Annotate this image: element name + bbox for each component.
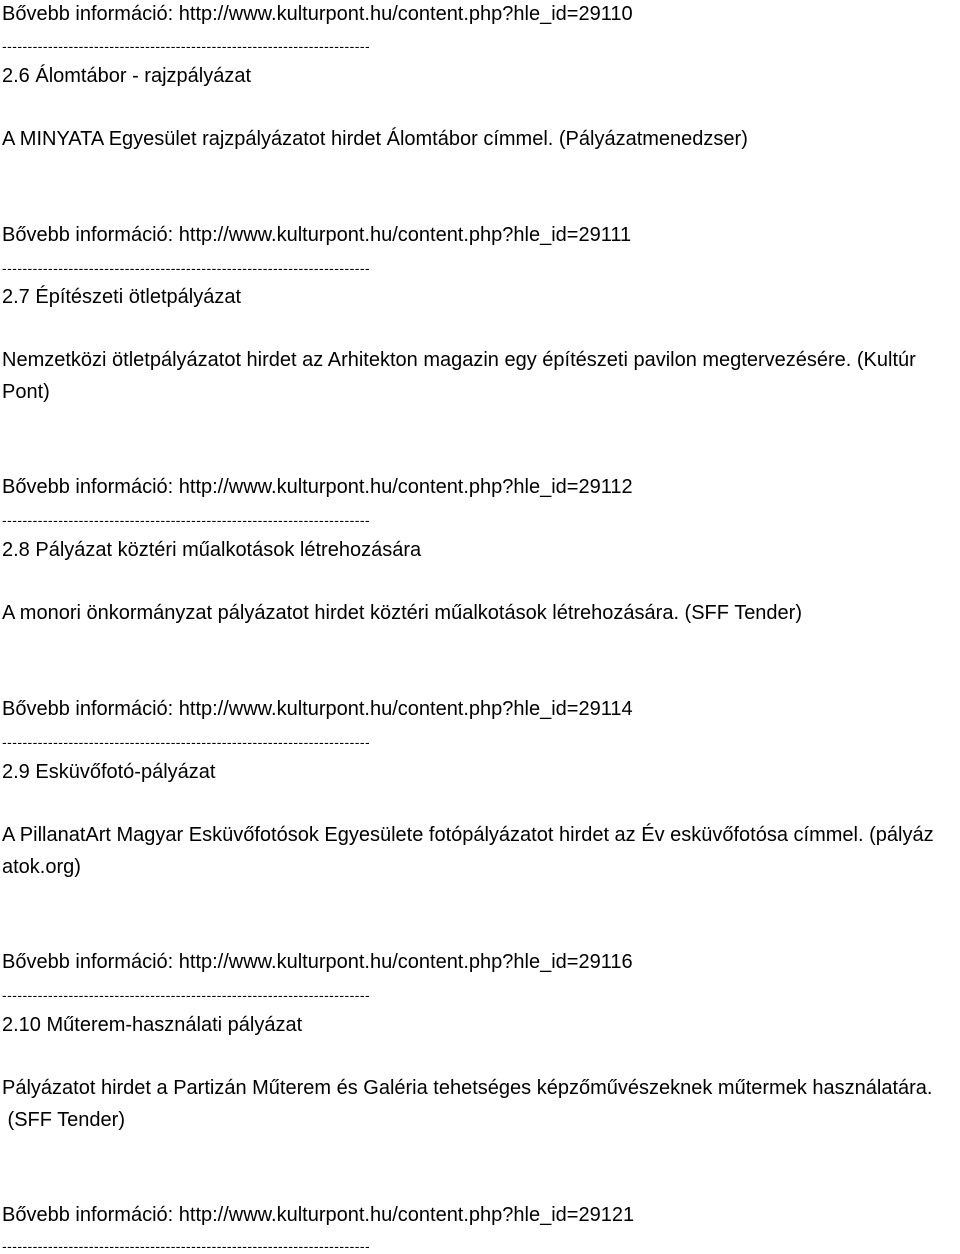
section-description: Pályázatot hirdet a Partizán Műterem és Galéria tehetséges képzőművészeknek műtermek használatára. bbox=[2, 1077, 933, 1099]
more-info-link[interactable]: Bővebb információ: http://www.kulturpont.hu/content.php?hle_id=29116 bbox=[2, 951, 633, 973]
section-title: 2.9 Esküvőfotó-pályázat bbox=[2, 761, 216, 783]
section-title: 2.10 Műterem-használati pályázat bbox=[2, 1014, 303, 1036]
more-info-link[interactable]: Bővebb információ: http://www.kulturpont.hu/content.php?hle_id=29112 bbox=[2, 476, 633, 498]
section-description: atok.org) bbox=[2, 856, 81, 878]
more-info-link[interactable]: Bővebb információ: http://www.kulturpont.hu/content.php?hle_id=29110 bbox=[2, 3, 633, 25]
section-description: Nemzetközi ötletpályázatot hirdet az Arhitekton magazin egy építészeti pavilon megtervezésére. (Kultúr bbox=[2, 349, 916, 371]
separator: ------------------------------------------------------------------------ bbox=[2, 987, 371, 1003]
section-title: 2.7 Építészeti ötletpályázat bbox=[2, 286, 242, 308]
more-info-link[interactable]: Bővebb információ: http://www.kulturpont.hu/content.php?hle_id=29121 bbox=[2, 1204, 635, 1226]
more-info-link[interactable]: Bővebb információ: http://www.kulturpont.hu/content.php?hle_id=29111 bbox=[2, 224, 632, 246]
section-description: A MINYATA Egyesület rajzpályázatot hirdet Álomtábor címmel. (Pályázatmenedzser) bbox=[2, 128, 748, 150]
more-info-link[interactable]: Bővebb információ: http://www.kulturpont.hu/content.php?hle_id=29114 bbox=[2, 698, 633, 720]
section-title: 2.8 Pályázat köztéri műalkotások létrehozására bbox=[2, 539, 422, 561]
section-description: A PillanatArt Magyar Esküvőfotósok Egyesülete fotópályázatot hirdet az Év esküvőfotósa címmel. (pályáz bbox=[2, 824, 934, 846]
section-title: 2.6 Álomtábor - rajzpályázat bbox=[2, 65, 252, 87]
section-description: (SFF Tender) bbox=[2, 1109, 125, 1131]
separator: ------------------------------------------------------------------------ bbox=[2, 260, 371, 276]
section-description: Pont) bbox=[2, 381, 50, 403]
separator: ------------------------------------------------------------------------ bbox=[2, 734, 371, 750]
separator: ------------------------------------------------------------------------ bbox=[2, 38, 371, 54]
separator: ------------------------------------------------------------------------ bbox=[2, 1238, 371, 1254]
separator: ------------------------------------------------------------------------ bbox=[2, 512, 371, 528]
section-description: A monori önkormányzat pályázatot hirdet köztéri műalkotások létrehozására. (SFF Tender) bbox=[2, 602, 802, 624]
